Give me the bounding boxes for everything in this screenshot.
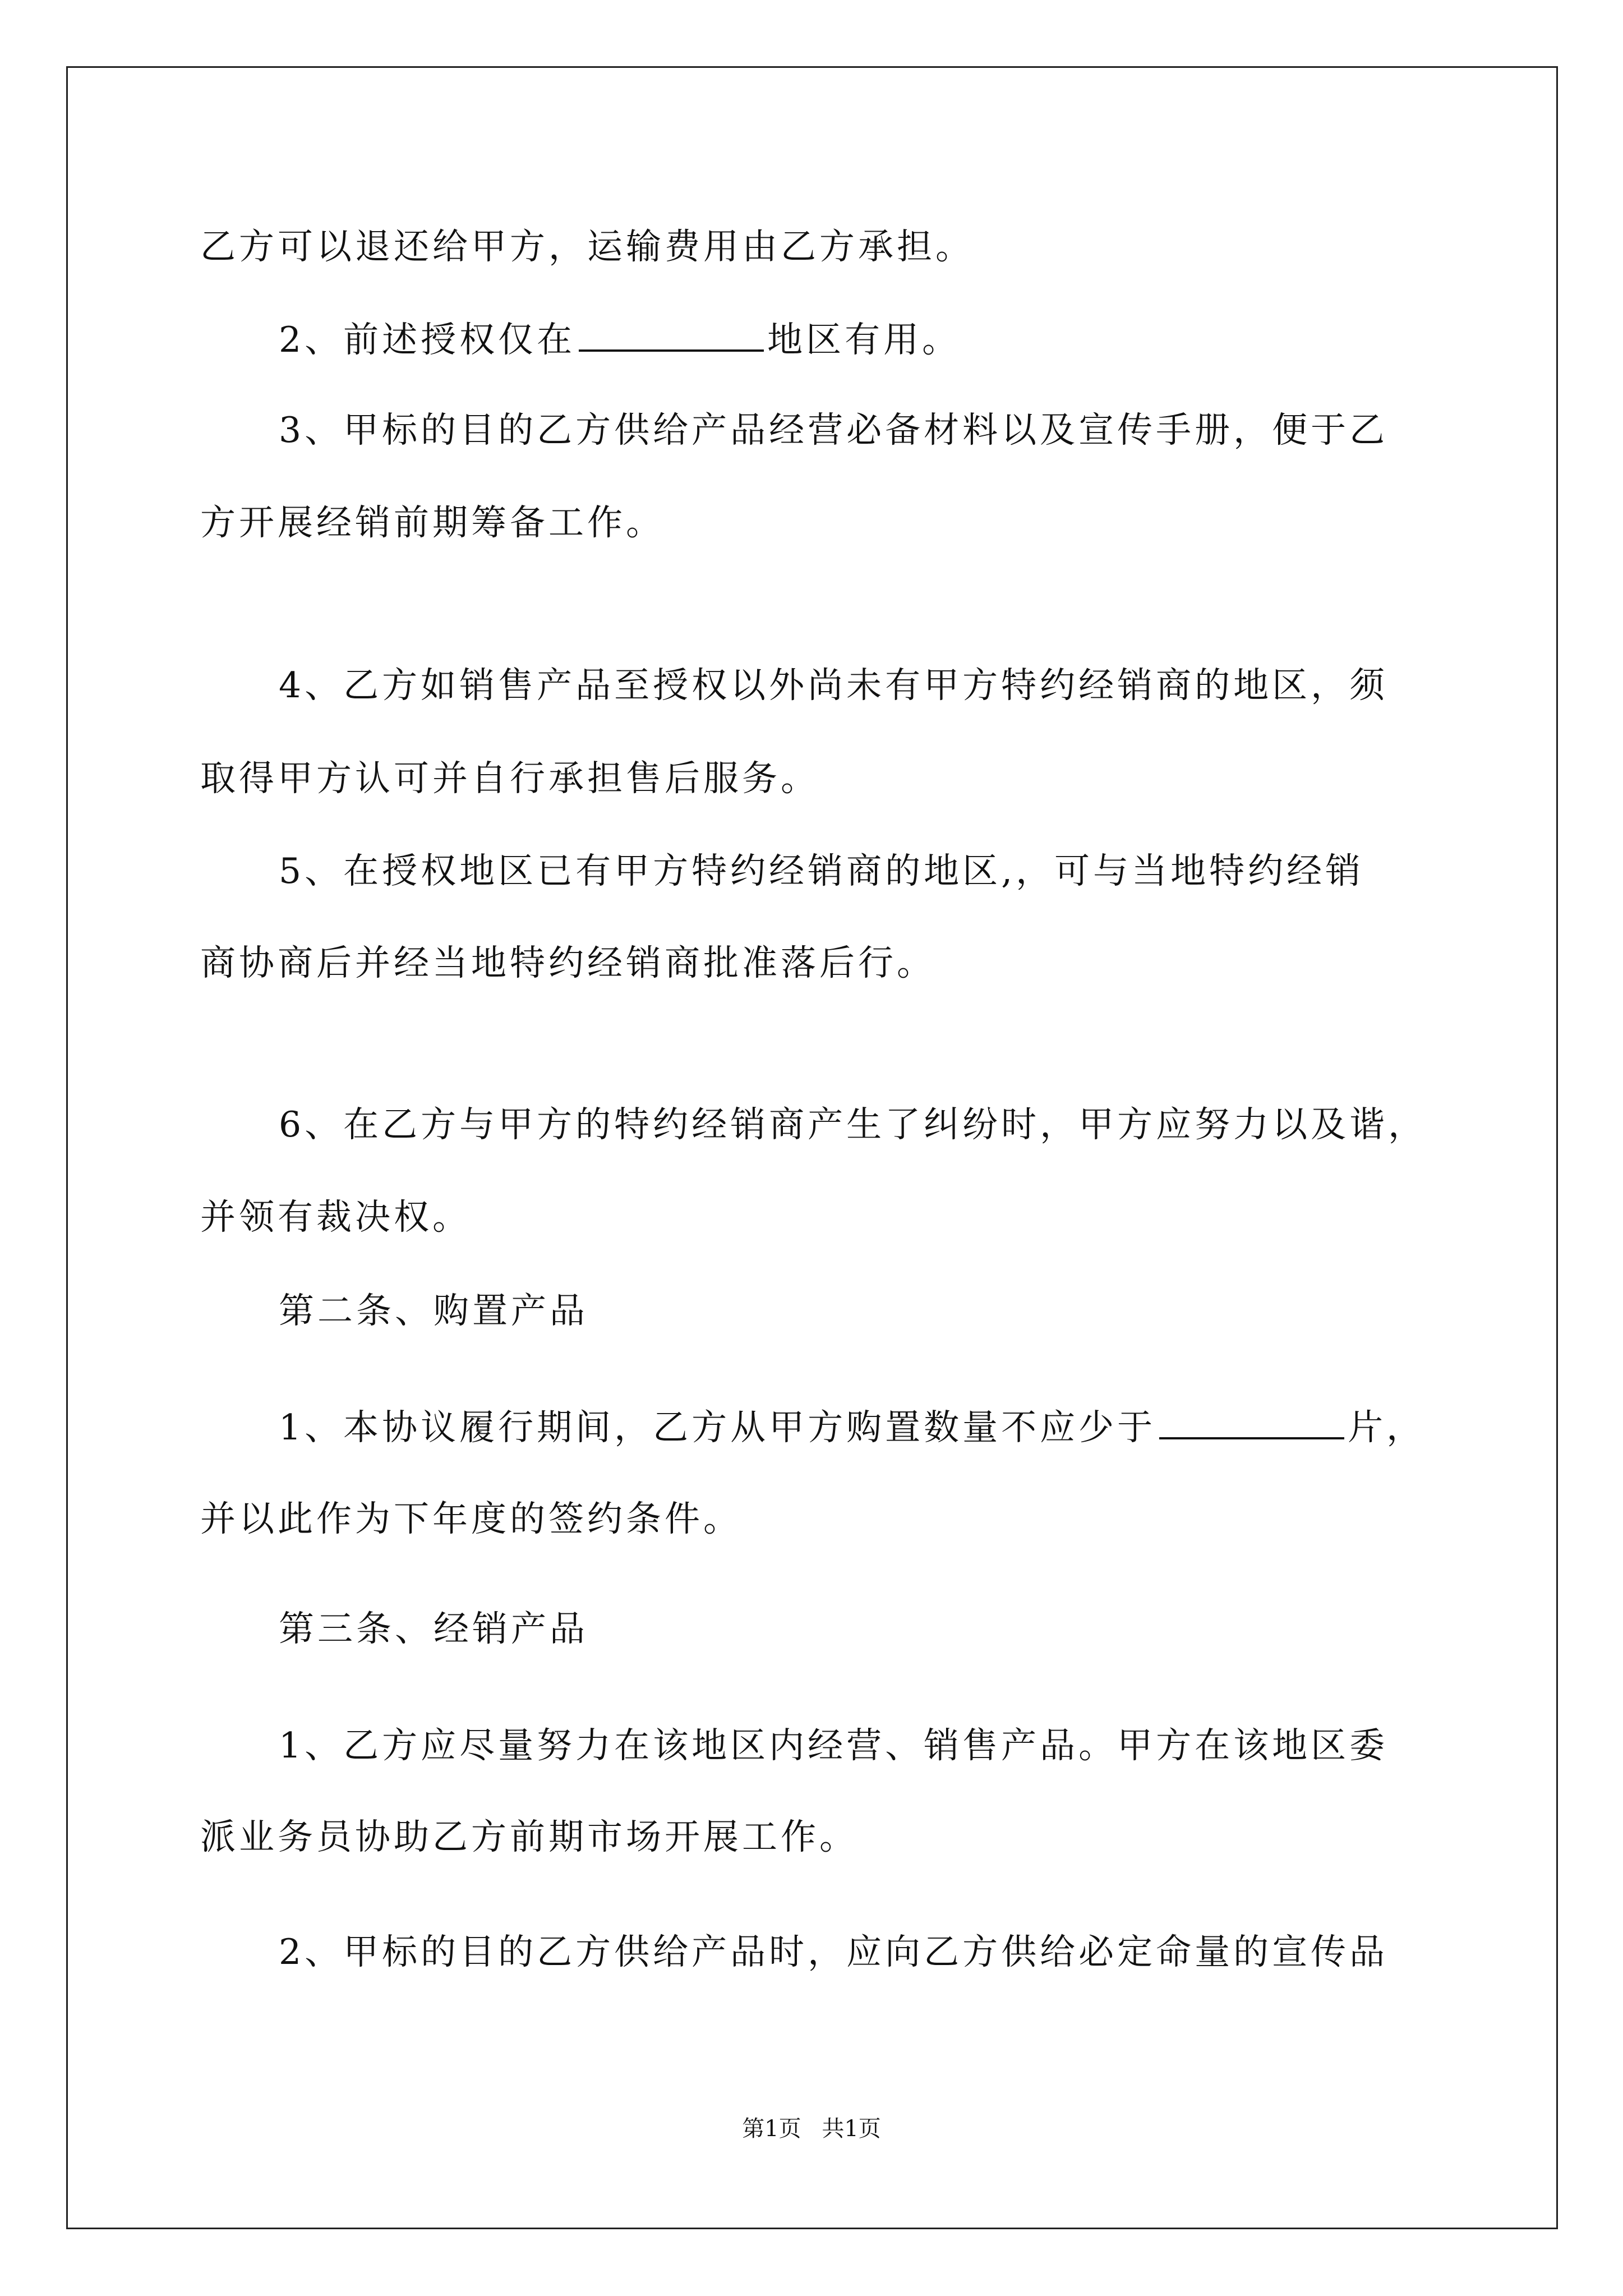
paragraph-line <box>279 317 961 362</box>
paragraph-line: 4、乙方如销售产品至授权以外尚未有甲方特约经销商的地区，须 <box>279 665 1389 706</box>
paragraph-line: 并领有裁决权。 <box>200 1197 471 1237</box>
page-number: 第1页 <box>742 2116 801 2142</box>
paragraph-line: 方开展经销前期筹备工作。 <box>200 502 665 543</box>
paragraph-line: 取得甲方认可并自行承担售后服务。 <box>200 758 819 799</box>
fill-in-blank[interactable] <box>579 317 764 352</box>
clause-text: 片， <box>1348 1407 1426 1448</box>
clause-text: 2、前述授权仅在 <box>279 319 576 360</box>
section-heading: 第三条、经销产品 <box>279 1608 588 1649</box>
paragraph-line: 3、甲标的目的乙方供给产品经营必备材料以及宣传手册，便于乙 <box>279 409 1389 450</box>
paragraph-line: 6、在乙方与甲方的特约经销商产生了纠纷时，甲方应努力以及谐， <box>279 1104 1427 1145</box>
paragraph-line: 1、乙方应尽量努力在该地区内经营、销售产品。甲方在该地区委 <box>279 1725 1389 1766</box>
section-heading: 第二条、购置产品 <box>279 1290 588 1331</box>
page-footer <box>0 2115 1623 2143</box>
fill-in-blank[interactable] <box>1159 1405 1344 1439</box>
page-total: 共1页 <box>822 2116 881 2142</box>
paragraph-line: 乙方可以退还给甲方，运输费用由乙方承担。 <box>200 226 974 267</box>
paragraph-line: 派业务员协助乙方前期市场开展工作。 <box>200 1816 858 1857</box>
paragraph-line: 2、甲标的目的乙方供给产品时，应向乙方供给必定命量的宣传品 <box>279 1931 1389 1972</box>
paragraph-line: 并以此作为下年度的签约条件。 <box>200 1498 742 1539</box>
paragraph-line: 商协商后并经当地特约经销商批准落后行。 <box>200 942 935 983</box>
page-border <box>66 66 1558 2229</box>
paragraph-line: 5、在授权地区已有甲方特约经销商的地区,，可与当地特约经销 <box>279 850 1364 891</box>
clause-text: 地区有用。 <box>767 319 961 360</box>
clause-text: 1、本协议履行期间，乙方从甲方购置数量不应少于 <box>279 1407 1156 1448</box>
paragraph-line <box>279 1405 1425 1450</box>
